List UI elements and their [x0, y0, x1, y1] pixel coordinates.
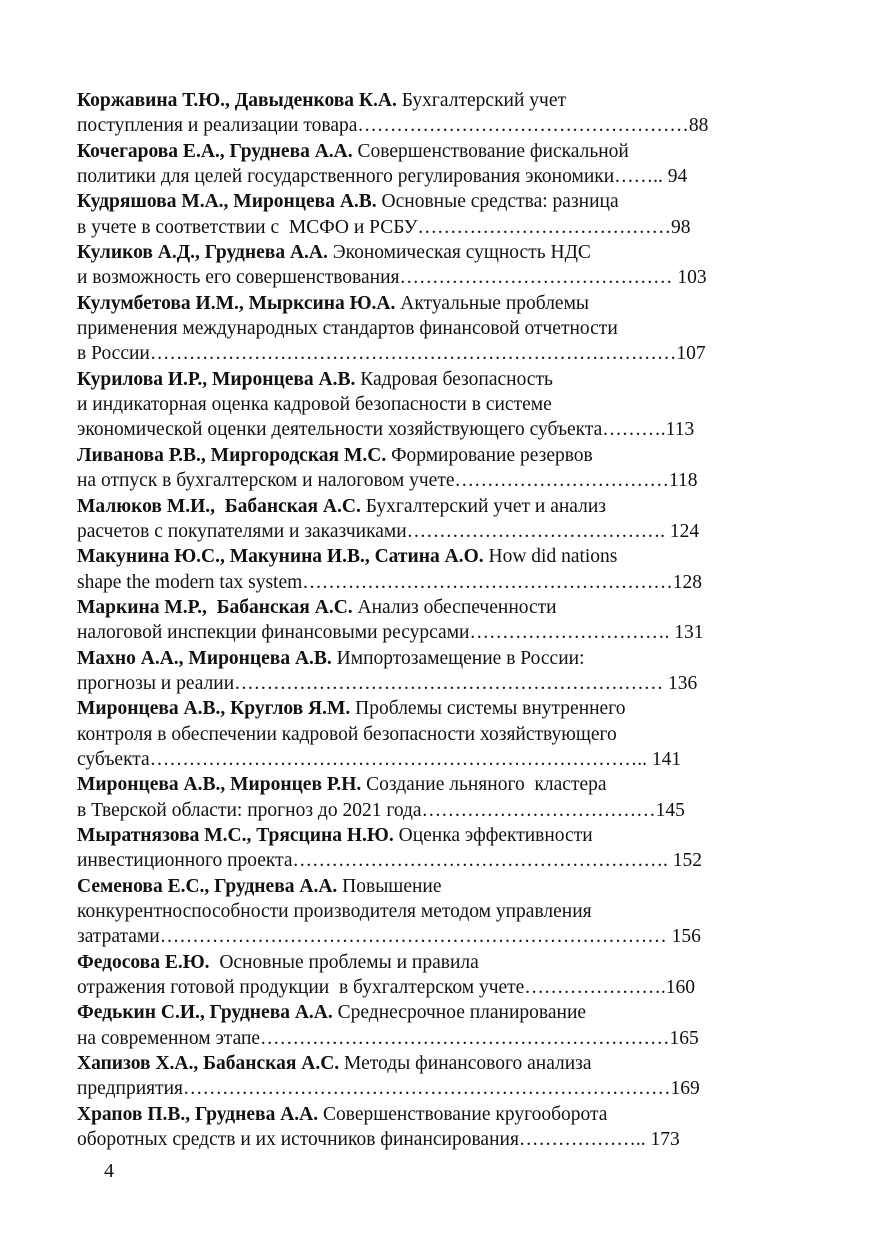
- toc-title-text: Экономическая сущность НДС: [327, 242, 591, 264]
- toc-title-text: Бухгалтерский учет: [396, 90, 567, 111]
- toc-title-text: Совершенствование кругооборота: [318, 1103, 608, 1125]
- toc-line: [77, 798, 787, 823]
- table-of-contents: [77, 88, 787, 1152]
- toc-entry: [77, 595, 787, 646]
- toc-authors: Кудряшова М.А., Миронцева А.В.: [77, 191, 377, 213]
- toc-authors: Махно А.А., Миронцева А.В.: [77, 647, 332, 669]
- toc-line: [77, 595, 787, 620]
- toc-authors: Маркина М.Р., Бабанская А.С.: [77, 596, 353, 618]
- toc-entry: [77, 1000, 787, 1051]
- toc-title-text: Методы финансового анализа: [339, 1053, 592, 1075]
- toc-line: [77, 291, 787, 316]
- toc-entry: [77, 646, 787, 697]
- toc-title-text: оборотных средств и их источников финансирования……………….. 173: [77, 1129, 680, 1151]
- toc-title-text: и индикаторная оценка кадровой безопасности в системе: [77, 394, 552, 416]
- toc-title-text: прогнозы и реалии………………………………………………………… 136: [77, 672, 698, 694]
- toc-authors: Куликов А.Д., Груднева А.А.: [77, 242, 328, 264]
- toc-line: [77, 823, 787, 848]
- toc-title-text: инвестиционного проекта…………………………………………………. 152: [77, 850, 703, 872]
- toc-line: [77, 367, 787, 392]
- toc-title-text: применения международных стандартов финансовой отчетности: [77, 318, 618, 340]
- toc-line: [77, 722, 787, 747]
- toc-title-text: Основные средства: разница: [376, 191, 619, 213]
- toc-line: [77, 671, 787, 696]
- toc-line: [77, 1026, 787, 1051]
- toc-entry: [77, 823, 787, 874]
- toc-line: [77, 189, 787, 214]
- toc-line: [77, 899, 787, 924]
- toc-title-text: и возможность его совершенствования…………………………………… 103: [77, 267, 707, 289]
- toc-title-text: на современном этапе………………………………………………………165: [77, 1027, 699, 1049]
- toc-line: [77, 519, 787, 544]
- toc-entry: [77, 494, 787, 545]
- toc-title-text: в учете в соответствии с МСФО и РСБУ…………………………………98: [77, 216, 691, 238]
- toc-authors: Храпов П.В., Груднева А.А.: [77, 1103, 319, 1125]
- toc-authors: Мыратнязова М.С., Трясцина Н.Ю.: [77, 824, 394, 846]
- toc-title-text: Проблемы системы внутреннего: [350, 698, 626, 720]
- toc-line: [77, 544, 787, 569]
- toc-line: [77, 88, 787, 113]
- toc-title-text: субъекта………………………………………………………………….. 141: [77, 748, 682, 770]
- toc-line: [77, 215, 787, 240]
- toc-line: [77, 570, 787, 595]
- toc-line: [77, 772, 787, 797]
- toc-title-text: Анализ обеспеченности: [352, 596, 557, 618]
- toc-line: [77, 316, 787, 341]
- toc-title-text: конкурентноспособности производителя методом управления: [77, 901, 592, 922]
- toc-line: [77, 1000, 787, 1025]
- toc-authors: Курилова И.Р., Миронцева А.В.: [77, 368, 356, 390]
- toc-title-text: затратами…………………………………………………………………… 156: [77, 926, 701, 948]
- toc-entry: [77, 240, 787, 291]
- toc-line: [77, 975, 787, 1000]
- toc-title-text: налоговой инспекции финансовыми ресурсами…………………………. 131: [77, 622, 704, 644]
- toc-authors: Хапизов Х.А., Бабанская А.С.: [77, 1053, 340, 1075]
- toc-entry: [77, 291, 787, 367]
- toc-entry: [77, 1051, 787, 1102]
- toc-authors: Миронцева А.В., Круглов Я.М.: [77, 698, 351, 720]
- toc-title-text: Бухгалтерский учет и анализ: [360, 495, 606, 517]
- page-number: 4: [104, 1160, 114, 1182]
- toc-entry: [77, 874, 787, 950]
- toc-line: [77, 950, 787, 975]
- toc-entry: [77, 88, 787, 139]
- toc-title-text: на отпуск в бухгалтерском и налоговом учете……………………………118: [77, 470, 698, 492]
- toc-line: [77, 494, 787, 519]
- toc-title-text: shape the modern tax system…………………………………………………128: [77, 571, 703, 593]
- toc-title-text: Формирование резервов: [386, 444, 593, 466]
- toc-title-text: политики для целей государственного регулирования экономики…….. 94: [77, 166, 688, 188]
- toc-authors: Малюков М.И., Бабанская А.С.: [77, 495, 361, 517]
- toc-entry: [77, 772, 787, 823]
- toc-authors: Макунина Ю.С., Макунина И.В., Сатина А.О.: [77, 546, 484, 568]
- toc-line: [77, 468, 787, 493]
- toc-authors: Федосова Е.Ю.: [77, 951, 210, 973]
- toc-title-text: контроля в обеспечении кадровой безопасности хозяйствующего: [77, 723, 617, 745]
- toc-line: [77, 696, 787, 721]
- toc-line: [77, 139, 787, 164]
- toc-authors: Кулумбетова И.М., Мырксина Ю.А.: [77, 292, 396, 314]
- toc-line: [77, 1076, 787, 1101]
- toc-title-text: Совершенствование фискальной: [352, 140, 629, 162]
- toc-title-text: поступления и реализации товара……………………………………………88: [77, 115, 709, 137]
- toc-title-text: экономической оценки деятельности хозяйствующего субъекта……….113: [77, 419, 695, 441]
- toc-line: [77, 240, 787, 265]
- toc-line: [77, 646, 787, 671]
- toc-line: [77, 747, 787, 772]
- toc-line: [77, 341, 787, 366]
- toc-title-text: отражения готовой продукции в бухгалтерском учете………………….160: [77, 977, 695, 999]
- toc-authors: Миронцева А.В., Миронцев Р.Н.: [77, 774, 362, 796]
- toc-line: [77, 417, 787, 442]
- toc-title-text: Актуальные проблемы: [395, 292, 590, 314]
- toc-title-text: Кадровая безопасность: [355, 368, 553, 390]
- toc-authors: Коржавина Т.Ю., Давыденкова К.А.: [77, 90, 397, 111]
- toc-line: [77, 1051, 787, 1076]
- toc-title-text: Импортозамещение в России:: [331, 647, 585, 669]
- toc-title-text: Создание льняного кластера: [361, 774, 607, 796]
- toc-authors: Ливанова Р.В., Миргородская М.С.: [77, 444, 387, 466]
- toc-title-text: How did nations: [483, 546, 618, 568]
- toc-entry: [77, 139, 787, 190]
- toc-line: [77, 443, 787, 468]
- toc-entry: [77, 189, 787, 240]
- toc-entry: [77, 367, 787, 443]
- toc-line: [77, 164, 787, 189]
- toc-title-text: Основные проблемы и правила: [209, 951, 479, 973]
- toc-line: [77, 848, 787, 873]
- toc-title-text: Повышение: [337, 875, 442, 897]
- toc-title-text: Среднесрочное планирование: [332, 1002, 587, 1024]
- toc-title-text: в России………………………………………………………………………107: [77, 343, 706, 365]
- toc-line: [77, 924, 787, 949]
- toc-title-text: расчетов с покупателями и заказчиками…………………………………. 124: [77, 520, 700, 542]
- toc-entry: [77, 443, 787, 494]
- toc-authors: Федькин С.И., Груднева А.А.: [77, 1002, 333, 1024]
- toc-line: [77, 392, 787, 417]
- toc-authors: Кочегарова Е.А., Груднева А.А.: [77, 140, 353, 162]
- toc-line: [77, 113, 787, 138]
- toc-authors: Семенова Е.С., Груднева А.А.: [77, 875, 338, 897]
- toc-title-text: Оценка эффективности: [393, 824, 593, 846]
- toc-entry: [77, 544, 787, 595]
- toc-title-text: предприятия…………………………………………………………………169: [77, 1078, 700, 1100]
- toc-entry: [77, 950, 787, 1001]
- toc-entry: [77, 1102, 787, 1153]
- toc-line: [77, 620, 787, 645]
- toc-line: [77, 265, 787, 290]
- toc-title-text: в Тверской области: прогноз до 2021 года………………………………145: [77, 799, 685, 821]
- toc-entry: [77, 696, 787, 772]
- toc-line: [77, 874, 787, 899]
- toc-line: [77, 1102, 787, 1127]
- toc-line: [77, 1127, 787, 1152]
